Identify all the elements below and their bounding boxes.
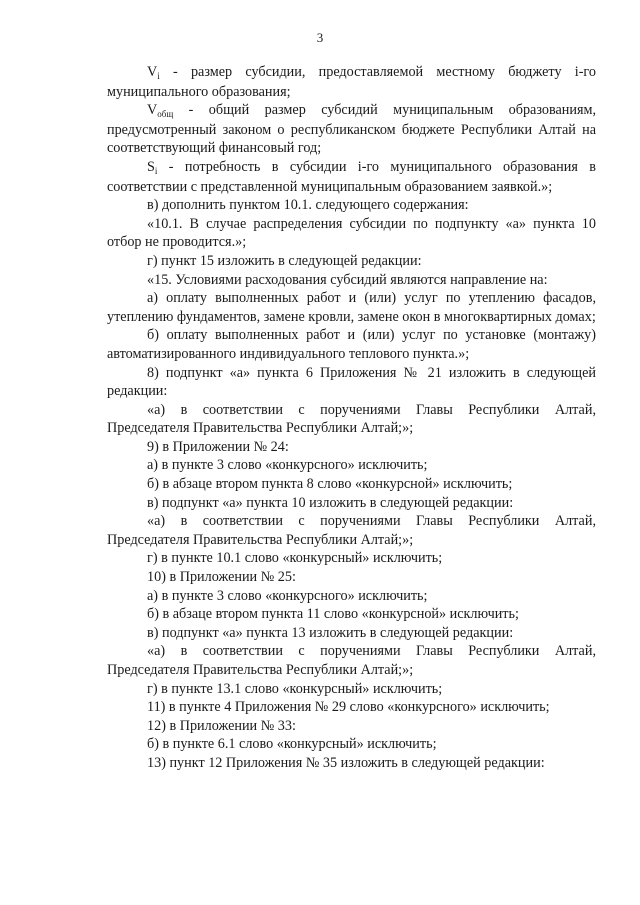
- page-number: 3: [316, 30, 324, 45]
- document-body: [107, 63, 596, 773]
- symbol: S: [147, 158, 155, 175]
- symbol: V: [147, 64, 158, 80]
- paragraph: б) в пункте 6.1 слово «конкурсный» исключить;: [147, 736, 437, 753]
- paragraph: 12) в Приложении № 33:: [147, 717, 296, 734]
- paragraph: г) в пункте 13.1 слово «конкурсный» исключить;: [147, 680, 443, 697]
- paragraph: в) подпункт «а» пункта 10 изложить в следующей редакции:: [147, 494, 514, 511]
- paragraph: «15. Условиями расходования субсидий являются направление на:: [147, 271, 548, 288]
- paragraph: а) в пункте 3 слово «конкурсного» исключить;: [147, 587, 428, 604]
- paragraph: 10) в Приложении № 25:: [147, 569, 296, 586]
- paragraph-vobsh: [107, 101, 596, 158]
- subscript: общ: [157, 109, 174, 120]
- paragraph: 8) подпункт «а» пункта 6 Приложения № 21 изложить в следующей редакции:: [107, 364, 596, 400]
- paragraph-vi: [107, 63, 596, 101]
- paragraph: 9) в Приложении № 24:: [147, 438, 289, 455]
- paragraph: «а) в соответствии с поручениями Главы Республики Алтай, Председателя Правительства Республики Алтай;»;: [107, 401, 596, 437]
- paragraph: «а) в соответствии с поручениями Главы Республики Алтай, Председателя Правительства Республики Алтай;»;: [107, 513, 596, 548]
- paragraph: б) оплату выполненных работ и (или) услуг по установке (монтажу) автоматизированного индивидуального теплового пункта.»;: [107, 327, 596, 362]
- paragraph: в) подпункт «а» пункта 13 изложить в следующей редакции:: [147, 624, 514, 641]
- subscript: i: [157, 71, 160, 81]
- symbol: V: [147, 102, 158, 119]
- paragraph: 13) пункт 12 Приложения № 35 изложить в следующей редакции:: [147, 754, 545, 771]
- paragraph: г) пункт 15 изложить в следующей редакции:: [147, 252, 422, 269]
- paragraph-text: - размер субсидии, предоставляемой местному бюджету i-го муниципального образования;: [107, 64, 596, 100]
- subscript: i: [154, 165, 158, 176]
- paragraph: 11) в пункте 4 Приложения № 29 слово «конкурсного» исключить;: [147, 699, 550, 716]
- paragraph: б) в абзаце втором пункта 8 слово «конкурсной» исключить;: [147, 476, 513, 493]
- paragraph: б) в абзаце втором пункта 11 слово «конкурсной» исключить;: [147, 606, 519, 623]
- paragraph: г) в пункте 10.1 слово «конкурсный» исключить;: [147, 550, 443, 567]
- paragraph: а) в пункте 3 слово «конкурсного» исключить;: [147, 457, 428, 474]
- paragraph-text: - потребность в субсидии i-го муниципального образования в соответствии с представленной муниципальным образованием заявкой.»;: [107, 158, 596, 195]
- paragraph: а) оплату выполненных работ и (или) услуг по утеплению фасадов, утеплению фундаментов, замене кровли, замене окон в многоквартирных домах;: [107, 290, 596, 325]
- paragraph: «10.1. В случае распределения субсидии по подпункту «а» пункта 10 отбор не проводится.»;: [107, 215, 596, 251]
- paragraph-text: - общий размер субсидий муниципальным образованиям, предусмотренный законом о республиканском бюджете Республики Алтай на соответствующий финансовый год;: [107, 102, 596, 157]
- paragraph: «а) в соответствии с поручениями Главы Республики Алтай, Председателя Правительства Республики Алтай;»;: [107, 643, 596, 678]
- paragraph-si: [107, 158, 596, 196]
- paragraph: в) дополнить пунктом 10.1. следующего содержания:: [147, 197, 469, 214]
